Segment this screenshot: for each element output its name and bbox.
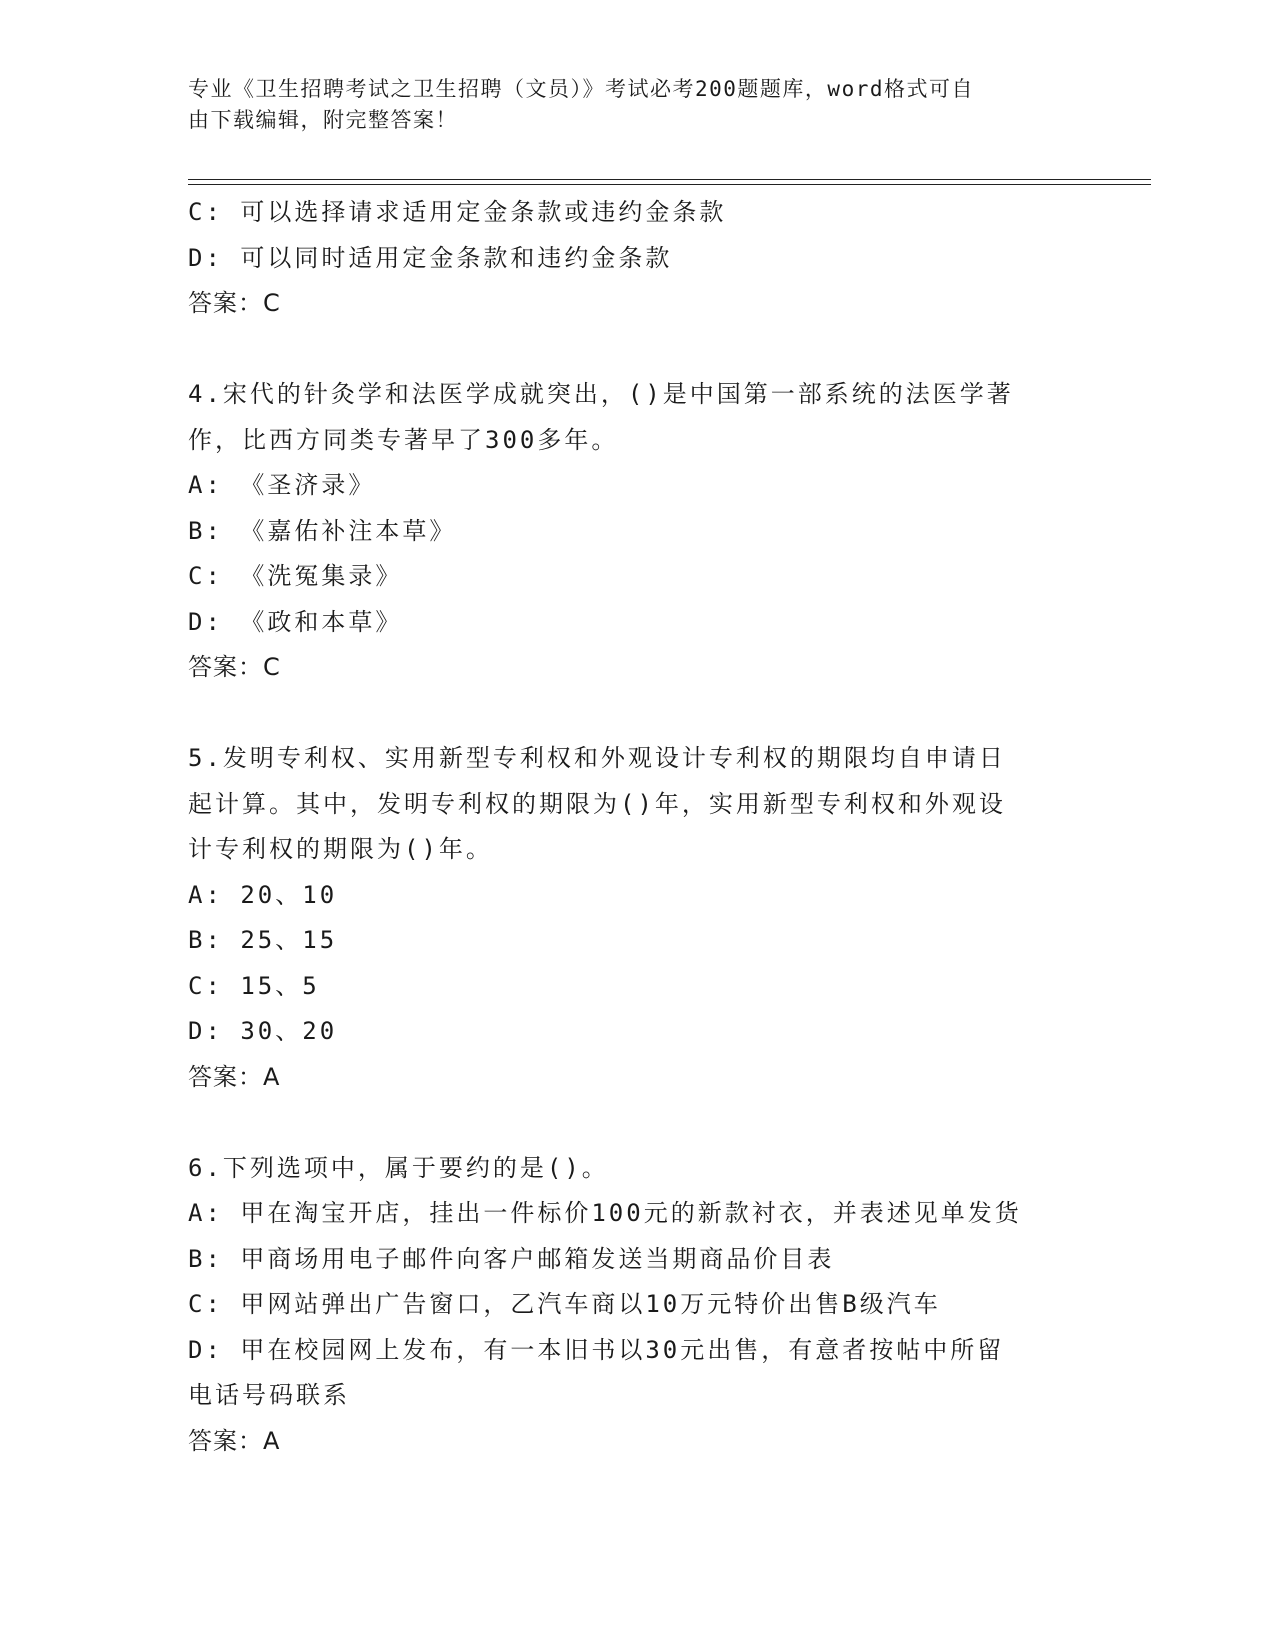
option-a: A: 《圣济录》 bbox=[188, 471, 376, 499]
option-d: D: 《政和本草》 bbox=[188, 607, 403, 636]
option-d: D: 30、20 bbox=[188, 1017, 338, 1045]
question-stem: 6.下列选项中，属于要约的是()。 bbox=[188, 1153, 609, 1182]
document-header bbox=[188, 74, 1068, 136]
question-stem: 作，比西方同类专著早了300多年。 bbox=[188, 425, 619, 454]
spacer bbox=[188, 691, 1088, 737]
option-c: C: 甲网站弹出广告窗口，乙汽车商以10万元特价出售B级汽车 bbox=[188, 1290, 941, 1318]
header-divider-bottom bbox=[188, 184, 1151, 185]
question-stem: 4.宋代的针灸学和法医学成就突出，()是中国第一部系统的法医学著 bbox=[188, 380, 1014, 408]
question-3-tail bbox=[188, 190, 1088, 327]
question-stem: 5.发明专利权、实用新型专利权和外观设计专利权的期限均自申请日 bbox=[188, 744, 1006, 772]
spacer bbox=[188, 1100, 1088, 1146]
option-d: D: 可以同时适用定金条款和违约金条款 bbox=[188, 243, 673, 272]
answer: 答案：C bbox=[188, 289, 281, 317]
option-b: B: 《嘉佑补注本草》 bbox=[188, 516, 457, 545]
option-a: A: 20、10 bbox=[188, 880, 338, 909]
option-c: C: 15、5 bbox=[188, 971, 320, 1000]
header-line-2: 由下载编辑，附完整答案！ bbox=[188, 108, 458, 132]
option-d: D: 甲在校园网上发布，有一本旧书以30元出售，有意者按帖中所留 bbox=[188, 1335, 1005, 1364]
answer: 答案：A bbox=[188, 1062, 281, 1091]
option-c: C: 《洗冤集录》 bbox=[188, 562, 403, 590]
answer: 答案：A bbox=[188, 1426, 281, 1455]
option-b: B: 25、15 bbox=[188, 926, 338, 954]
question-list bbox=[188, 190, 1088, 1464]
header-divider-top bbox=[188, 179, 1151, 180]
question-stem: 起计算。其中，发明专利权的期限为()年，实用新型专利权和外观设 bbox=[188, 789, 1006, 818]
spacer bbox=[188, 327, 1088, 373]
option-b: B: 甲商场用电子邮件向客户邮箱发送当期商品价目表 bbox=[188, 1244, 835, 1273]
question-6 bbox=[188, 1146, 1088, 1465]
option-d-continued: 电话号码联系 bbox=[188, 1381, 350, 1409]
question-4 bbox=[188, 372, 1088, 691]
option-a: A: 甲在淘宝开店，挂出一件标价100元的新款衬衣，并表述见单发货 bbox=[188, 1199, 1022, 1227]
question-stem: 计专利权的期限为()年。 bbox=[188, 835, 493, 863]
answer: 答案：C bbox=[188, 653, 281, 681]
header-line-1: 专业《卫生招聘考试之卫生招聘（文员）》考试必考200题题库，word格式可自 bbox=[188, 77, 974, 101]
question-5 bbox=[188, 736, 1088, 1100]
option-c: C: 可以选择请求适用定金条款或违约金条款 bbox=[188, 198, 727, 226]
